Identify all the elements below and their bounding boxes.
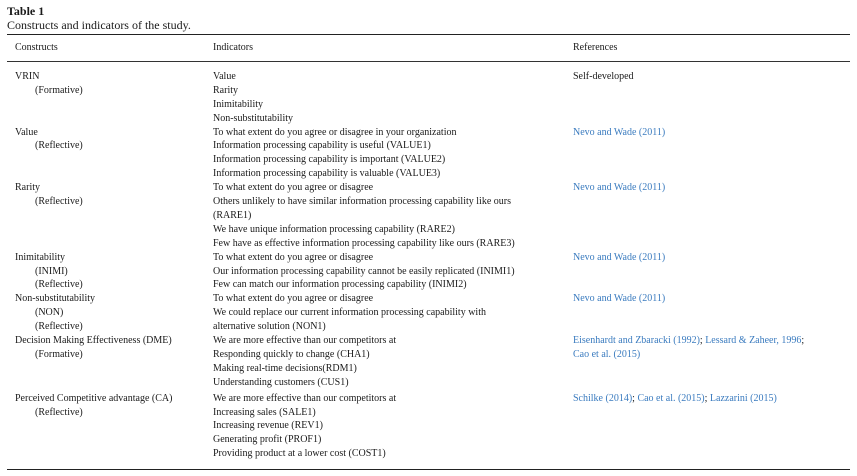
reference-link[interactable]: Schilke (2014) (573, 392, 633, 404)
reference-link[interactable]: Cao et al. (2015) (637, 392, 705, 404)
construct-cell (15, 251, 211, 293)
construct-name: Value (15, 126, 38, 138)
indicator-line: Understanding customers (CUS1) (213, 376, 349, 388)
reference-line: Eisenhardt and Zbaracki (1992); Lessard & Zaheer, 1996; (573, 335, 805, 347)
indicators-cell (213, 251, 568, 293)
construct-type: (Reflective) (35, 140, 83, 152)
indicator-line: We are more effective than our competitors at (213, 335, 397, 347)
references-cell (573, 292, 853, 306)
indicator-line: Others unlikely to have similar information processing capability like ours (213, 196, 511, 208)
indicator-line: We could replace our current information processing capability with (213, 307, 486, 319)
construct-type: (Formative) (35, 348, 83, 360)
references-cell (573, 251, 853, 265)
construct-type: (Reflective) (35, 406, 83, 418)
indicator-line: Responding quickly to change (CHA1) (213, 348, 370, 360)
references-cell (573, 70, 853, 84)
construct-abbr: (NON) (35, 307, 64, 319)
reference-link[interactable]: Lessard & Zaheer, 1996 (705, 335, 802, 347)
table-label: Table 1 (7, 4, 45, 18)
indicators-cell (213, 334, 568, 390)
header-constructs: Constructs (15, 42, 58, 53)
indicator-line: Information processing capability is useful (VALUE1) (213, 140, 431, 152)
indicator-line: To what extent do you agree or disagree in your organization (213, 126, 457, 138)
indicator-line: Value (213, 71, 236, 82)
construct-type: (Reflective) (35, 196, 83, 208)
header-indicators: Indicators (213, 42, 253, 53)
construct-type: (Reflective) (35, 279, 83, 291)
table-row-dme (7, 334, 850, 392)
indicator-line: Increasing sales (SALE1) (213, 406, 316, 418)
indicators-cell (213, 70, 568, 126)
construct-cell (15, 70, 211, 98)
references-cell (573, 334, 853, 362)
reference-line: Schilke (2014); Cao et al. (2015); Lazzarini (2015) (573, 392, 777, 404)
indicator-line: We have unique information processing capability (RARE2) (213, 223, 455, 235)
references-cell (573, 181, 853, 195)
indicator-line: (RARE1) (213, 209, 252, 221)
reference-link[interactable]: Lazzarini (2015) (709, 392, 777, 404)
indicator-line: Information processing capability is valuable (VALUE3) (213, 168, 441, 180)
indicators-cell (213, 392, 568, 461)
construct-cell (15, 392, 211, 420)
indicator-line: Providing product at a lower cost (COST1) (213, 448, 386, 460)
bottom-rule (7, 469, 850, 470)
reference-link[interactable]: Nevo and Wade (2011) (573, 126, 666, 138)
indicator-line: Rarity (213, 84, 238, 96)
construct-cell (15, 181, 211, 209)
construct-name: Perceived Competitive advantage (CA) (15, 392, 173, 404)
table-row-value (7, 126, 850, 182)
indicator-line: We are more effective than our competitors at (213, 392, 397, 404)
table-header (7, 35, 850, 61)
references-cell (573, 126, 853, 140)
indicators-cell (213, 181, 568, 250)
reference-link[interactable]: Nevo and Wade (2011) (573, 293, 666, 305)
construct-name: Decision Making Effectiveness (DME) (15, 335, 172, 347)
table-row-ca (7, 392, 850, 462)
indicator-line: Increasing revenue (REV1) (213, 420, 323, 432)
table (7, 4, 850, 461)
construct-name: Inimitability (15, 251, 65, 263)
table-caption: Constructs and indicators of the study. (7, 18, 191, 32)
indicator-line: Few can match our information processing capability (INIMI2) (213, 279, 467, 291)
construct-name: Non-substitutability (15, 293, 95, 305)
table-body (7, 62, 850, 461)
construct-abbr: (INIMI) (35, 265, 68, 277)
construct-type: (Reflective) (35, 321, 83, 333)
indicator-line: Information processing capability is important (VALUE2) (213, 154, 446, 166)
construct-cell (15, 292, 211, 334)
construct-name: VRIN (15, 71, 40, 82)
indicator-line: Non-substitutability (213, 112, 293, 124)
indicator-line: Making real-time decisions(RDM1) (213, 362, 357, 374)
indicators-cell (213, 126, 568, 182)
indicator-line: Few have as effective information processing capability like ours (RARE3) (213, 237, 515, 249)
reference-link[interactable]: Nevo and Wade (2011) (573, 251, 666, 263)
table-row-non-substitutability (7, 292, 850, 334)
table-row-vrin (7, 70, 850, 126)
table-row-rarity (7, 181, 850, 251)
indicator-line: To what extent do you agree or disagree (213, 182, 374, 194)
indicator-line: Our information processing capability cannot be easily replicated (INIMI1) (213, 265, 515, 277)
references-cell (573, 392, 853, 406)
header-references: References (573, 42, 618, 53)
indicator-line: alternative solution (NON1) (213, 321, 326, 333)
construct-name: Rarity (15, 182, 40, 194)
reference-link[interactable]: Cao et al. (2015) (573, 348, 641, 360)
construct-type: (Formative) (35, 84, 83, 96)
construct-cell (15, 334, 211, 362)
indicators-cell (213, 292, 568, 334)
reference-link[interactable]: Eisenhardt and Zbaracki (1992) (573, 335, 700, 347)
reference-line (573, 348, 853, 362)
indicator-line: To what extent do you agree or disagree (213, 293, 374, 305)
indicator-line: Generating profit (PROF1) (213, 434, 322, 446)
indicator-line: To what extent do you agree or disagree (213, 251, 374, 263)
indicator-line: Inimitability (213, 98, 263, 110)
table-row-inimitability (7, 251, 850, 293)
reference-link[interactable]: Nevo and Wade (2011) (573, 182, 666, 194)
reference-text: Self-developed (573, 71, 634, 82)
construct-cell (15, 126, 211, 154)
